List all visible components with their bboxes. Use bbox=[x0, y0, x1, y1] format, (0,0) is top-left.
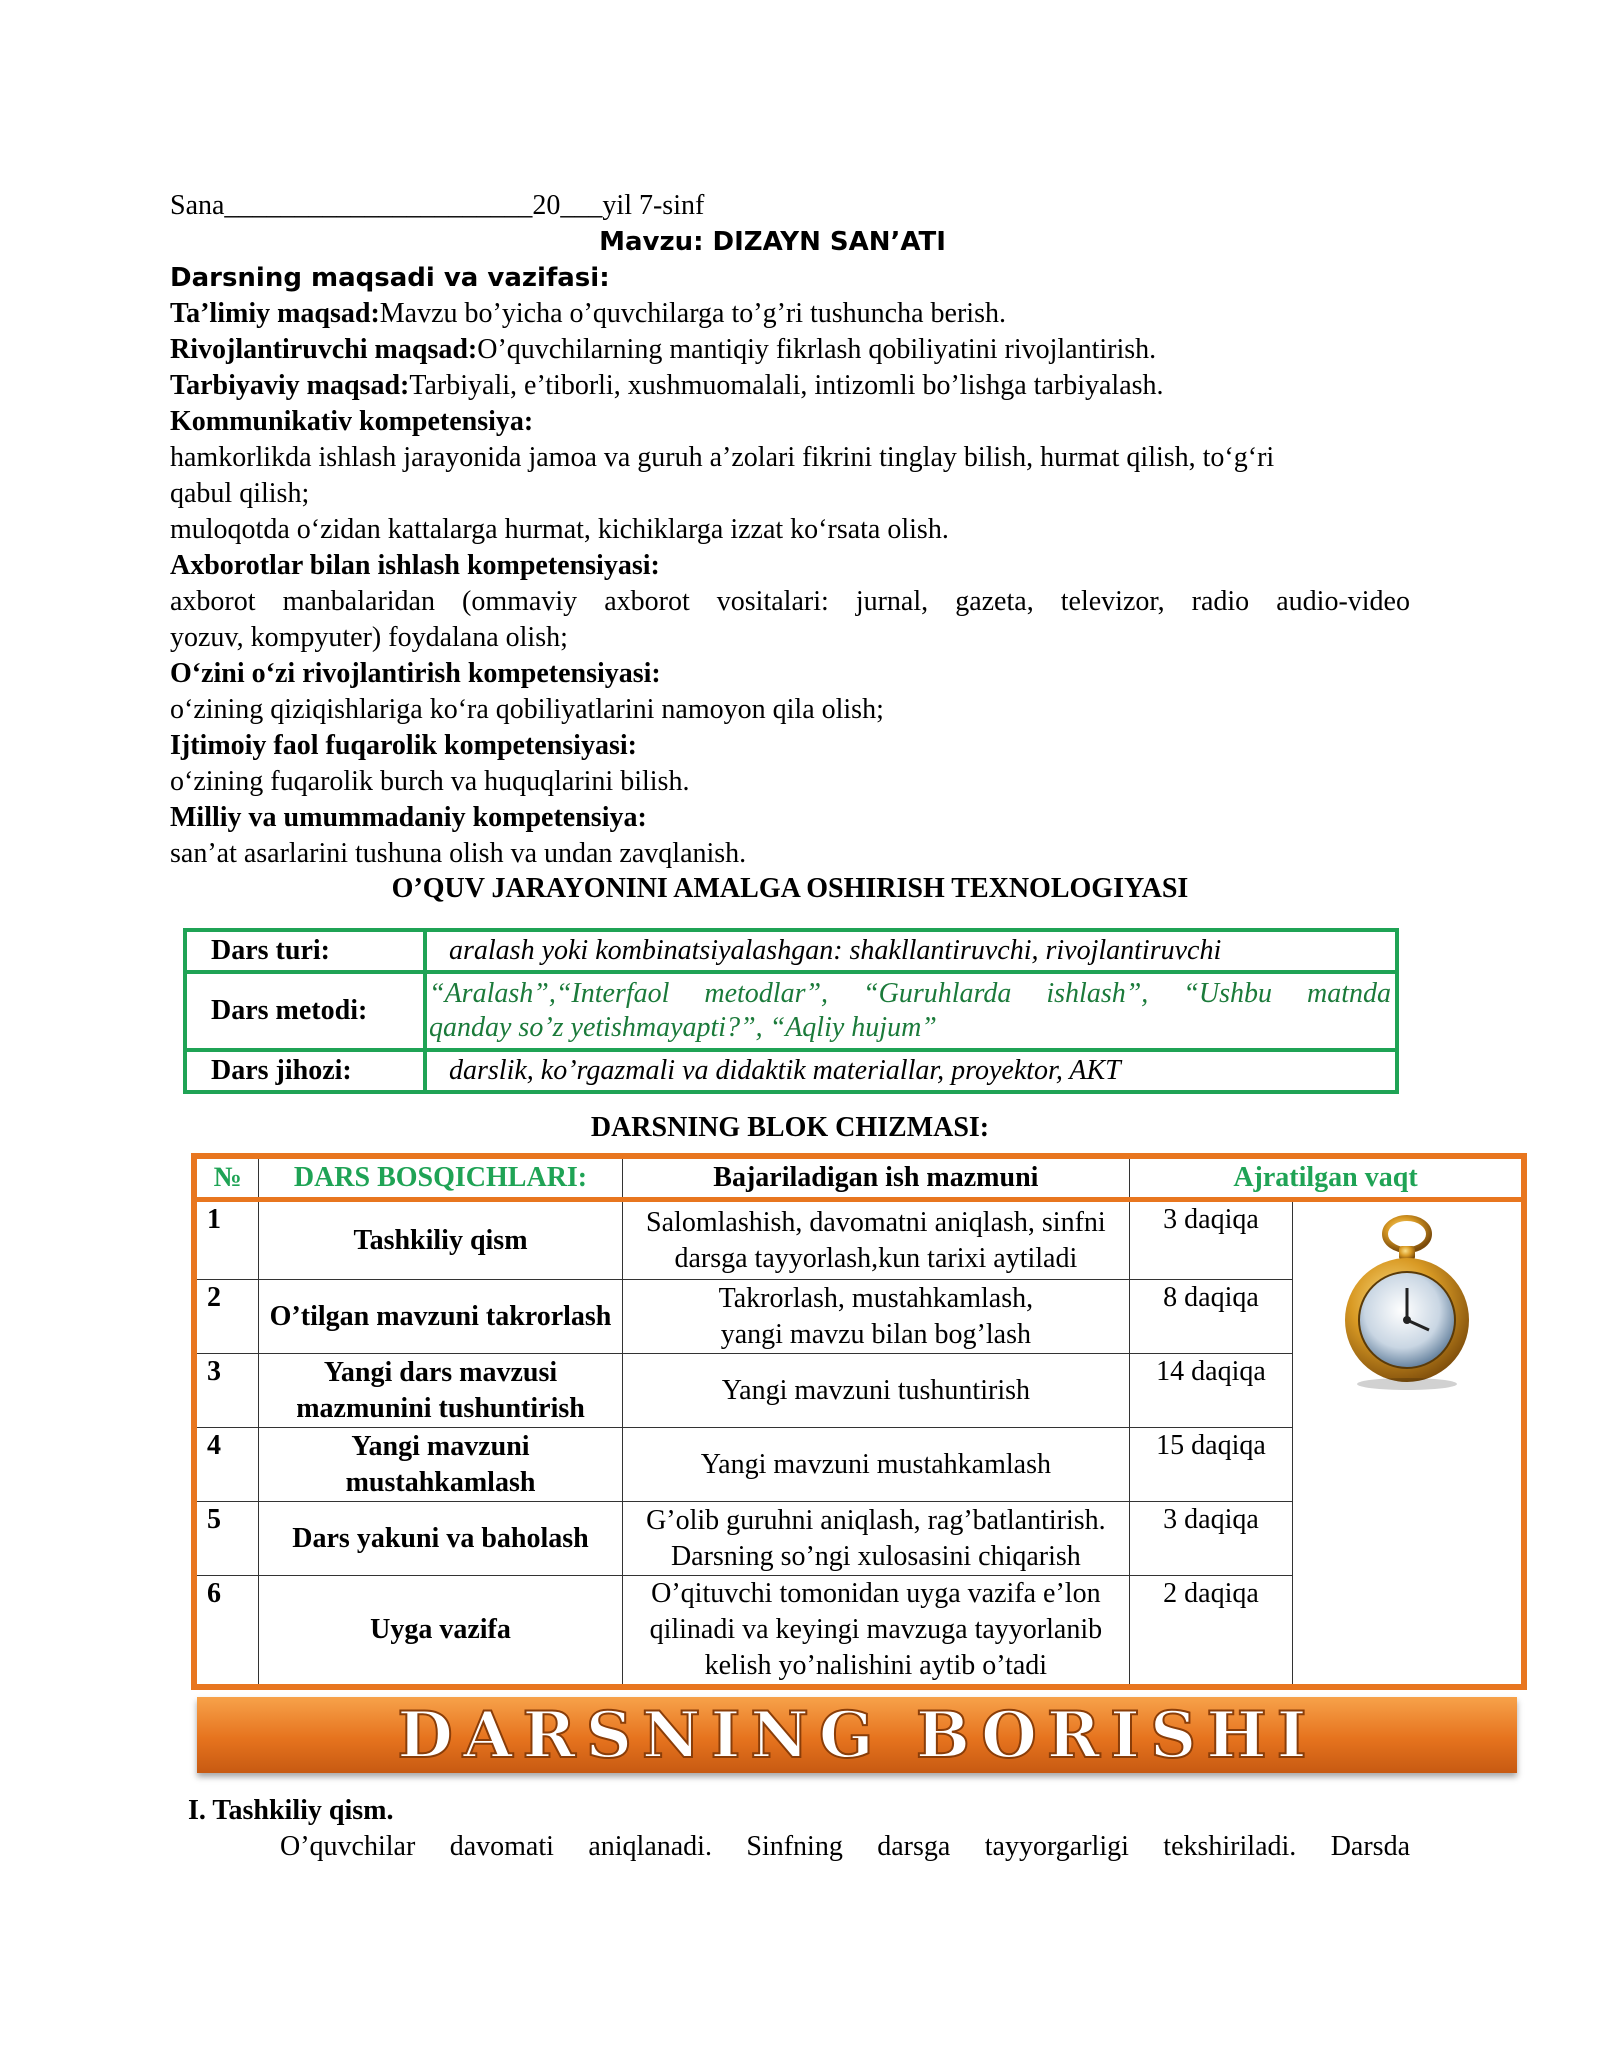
competency-heading: Milliy va umummadaniy kompetensiya: bbox=[170, 802, 647, 833]
technology-table bbox=[183, 928, 1399, 1094]
lesson-method-label: Dars metodi: bbox=[185, 972, 425, 1050]
competency-text: qabul qilish; bbox=[170, 478, 310, 509]
time-allotted: 3 daqiqa bbox=[1130, 1200, 1293, 1280]
time-allotted: 15 daqiqa bbox=[1130, 1428, 1293, 1502]
competency-text: o‘zining fuqarolik burch va huquqlarini bilish. bbox=[170, 766, 690, 797]
work-content: O’qituvchi tomonidan uyga vazifa e’lon qilinadi va keyingi mavzuga tayyorlanib kelish yo’nalishini aytib o’tadi bbox=[622, 1576, 1129, 1688]
stage-name: Tashkiliy qism bbox=[259, 1200, 622, 1280]
stage-name: Dars yakuni va baholash bbox=[259, 1502, 622, 1576]
lesson-plan-page bbox=[170, 188, 1410, 906]
goal-upbringing: Tarbiyaviy maqsad:Tarbiyali, e’tiborli, xushmuomalali, intizomli bo’lishga tarbiyalash. bbox=[170, 370, 1164, 401]
competency-text: muloqotda o‘zidan kattalarga hurmat, kichiklarga izzat ko‘rsata olish. bbox=[170, 514, 949, 545]
row-number: 1 bbox=[194, 1200, 259, 1280]
competency-text: yozuv, kompyuter) foydalana olish; bbox=[170, 622, 568, 653]
time-allotted: 14 daqiqa bbox=[1130, 1354, 1293, 1428]
work-content: Salomlashish, davomatni aniqlash, sinfni darsga tayyorlash,kun tarixi aytiladi bbox=[622, 1200, 1129, 1280]
col-number-header: № bbox=[194, 1156, 259, 1200]
row-number: 3 bbox=[194, 1354, 259, 1428]
lesson-equipment-value: darslik, ko’rgazmali va didaktik materiallar, proyektor, AKT bbox=[425, 1050, 1397, 1092]
col-stages-header: DARS BOSQICHLARI: bbox=[259, 1156, 622, 1200]
stage-name: Uyga vazifa bbox=[259, 1576, 622, 1688]
section-organizational bbox=[188, 1793, 1410, 1865]
work-content: G’olib guruhni aniqlash, rag’batlantirish. Darsning so’ngi xulosasini chiqarish bbox=[622, 1502, 1129, 1576]
block-scheme-table bbox=[191, 1153, 1527, 1690]
technology-title: O’QUV JARAYONINI AMALGA OSHIRISH TEXNOLOGIYASI bbox=[391, 873, 1189, 904]
competency-heading: Ijtimoiy faol fuqarolik kompetensiyasi: bbox=[170, 730, 637, 761]
competency-text: axborot manbalaridan (ommaviy axborot vositalari: jurnal, gazeta, televizor, radio audio-video bbox=[170, 586, 1410, 617]
stage-name: Yangi dars mavzusi mazmunini tushuntirish bbox=[259, 1354, 622, 1428]
work-content: Yangi mavzuni mustahkamlash bbox=[622, 1428, 1129, 1502]
row-number: 4 bbox=[194, 1428, 259, 1502]
lesson-type-value: aralash yoki kombinatsiyalashgan: shakllantiruvchi, rivojlantiruvchi bbox=[425, 930, 1397, 972]
pocket-watch-icon bbox=[1337, 1212, 1477, 1392]
time-allotted: 2 daqiqa bbox=[1130, 1576, 1293, 1688]
banner-text: DARSNING BORISHI bbox=[397, 1697, 1317, 1773]
watch-image-cell bbox=[1292, 1200, 1524, 1688]
goals-heading: Darsning maqsadi va vazifasi: bbox=[170, 263, 610, 293]
col-time-header: Ajratilgan vaqt bbox=[1130, 1156, 1525, 1200]
stage-name: O’tilgan mavzuni takrorlash bbox=[259, 1280, 622, 1354]
date-line: Sana______________________20___yil 7-sinf bbox=[170, 190, 705, 221]
lesson-method-value: “Aralash”,“Interfaol metodlar”, “Guruhlarda ishlash”, “Ushbu matnda qanday so’z yetishmayapti?”, “Aqliy hujum” bbox=[425, 972, 1397, 1050]
table-row bbox=[185, 972, 1397, 1050]
competency-text: hamkorlikda ishlash jarayonida jamoa va guruh a’zolari fikrini tinglay bilish, hurmat qilish, to‘g‘ri bbox=[170, 442, 1275, 473]
goal-developmental: Rivojlantiruvchi maqsad:O’quvchilarning mantiqiy fikrlash qobiliyatini rivojlantirish. bbox=[170, 334, 1157, 365]
section-text: O’quvchilar davomati aniqlanadi. Sinfning darsga tayyorgarligi tekshiriladi. Darsda bbox=[280, 1831, 1410, 1862]
table-row bbox=[194, 1200, 1524, 1280]
lesson-progress-banner bbox=[197, 1697, 1517, 1773]
col-work-header: Bajariladigan ish mazmuni bbox=[622, 1156, 1129, 1200]
competency-heading: Axborotlar bilan ishlash kompetensiyasi: bbox=[170, 550, 660, 581]
competency-heading: Kommunikativ kompetensiya: bbox=[170, 406, 534, 437]
table-header-row bbox=[194, 1156, 1524, 1200]
goal-educational: Ta’limiy maqsad:Mavzu bo’yicha o’quvchilarga to’g’ri tushuncha berish. bbox=[170, 298, 1006, 329]
lesson-type-label: Dars turi: bbox=[185, 930, 425, 972]
row-number: 5 bbox=[194, 1502, 259, 1576]
work-content: Takrorlash, mustahkamlash, yangi mavzu bilan bog’lash bbox=[622, 1280, 1129, 1354]
time-allotted: 8 daqiqa bbox=[1130, 1280, 1293, 1354]
work-content: Yangi mavzuni tushuntirish bbox=[622, 1354, 1129, 1428]
table-row bbox=[185, 930, 1397, 972]
competency-text: san’at asarlarini tushuna olish va undan zavqlanish. bbox=[170, 838, 747, 869]
section-heading: I. Tashkiliy qism. bbox=[188, 1795, 394, 1826]
block-scheme-title: DARSNING BLOK CHIZMASI: bbox=[590, 1112, 990, 1143]
table-row bbox=[185, 1050, 1397, 1092]
stage-name: Yangi mavzuni mustahkamlash bbox=[259, 1428, 622, 1502]
row-number: 6 bbox=[194, 1576, 259, 1688]
row-number: 2 bbox=[194, 1280, 259, 1354]
competency-heading: O‘zini o‘zi rivojlantirish kompetensiyasi: bbox=[170, 658, 661, 689]
time-allotted: 3 daqiqa bbox=[1130, 1502, 1293, 1576]
topic-title: Mavzu: DIZAYN SAN’ATI bbox=[599, 227, 946, 257]
lesson-equipment-label: Dars jihozi: bbox=[185, 1050, 425, 1092]
competency-text: o‘zining qiziqishlariga ko‘ra qobiliyatlarini namoyon qila olish; bbox=[170, 694, 884, 725]
